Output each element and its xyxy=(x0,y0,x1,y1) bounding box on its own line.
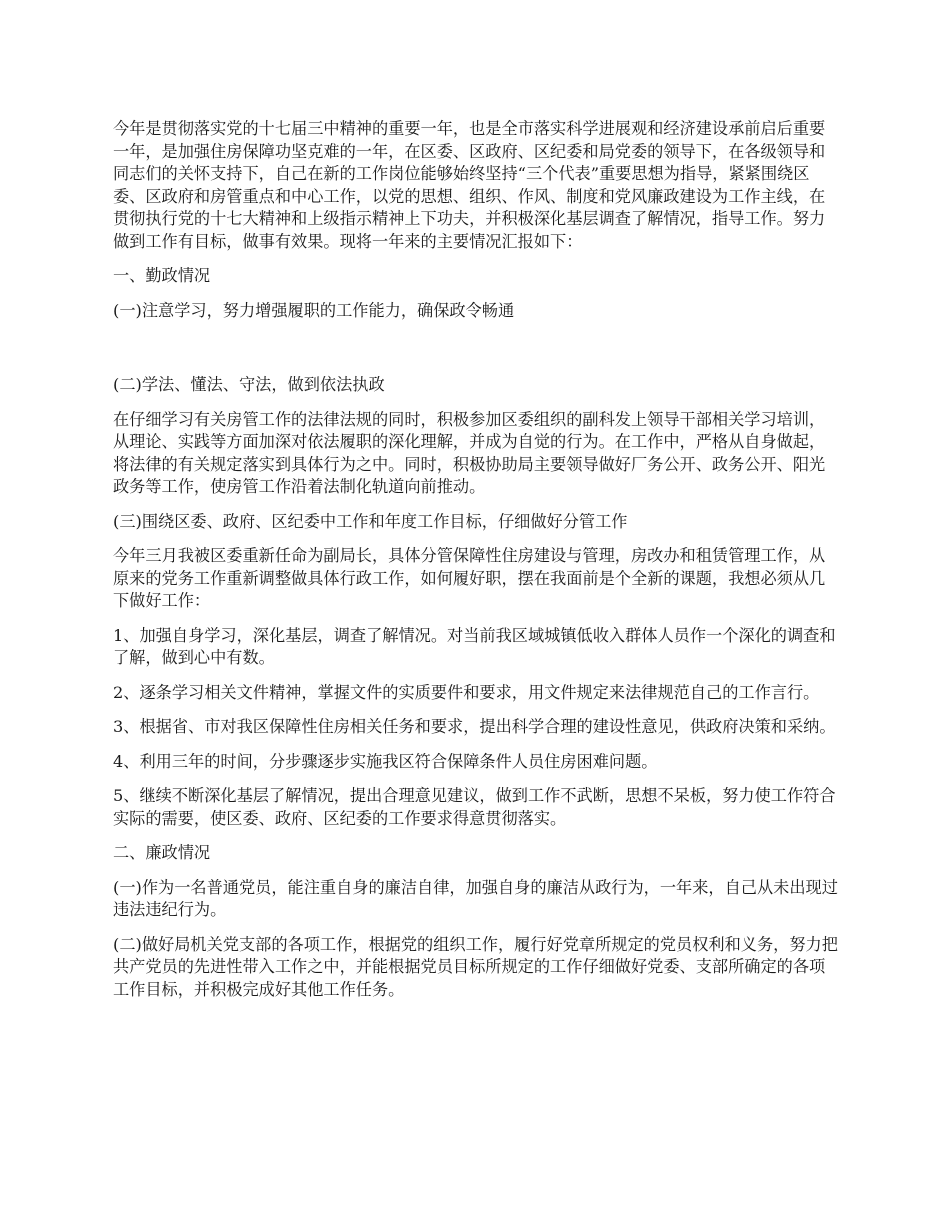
subheading-work-targets: (三)围绕区委、政府、区纪委中工作和年度工作目标，仔细做好分管工作 xyxy=(113,511,628,531)
list-item: 1、加强自身学习，深化基层，调查了解情况。对当前我区域城镇低收入群体人员作一个深化的调查和了解，做到心中有数。 xyxy=(113,625,836,667)
list-item: 2、逐条学习相关文件精神，掌握文件的实质要件和要求，用文件规定来法律规范自己的工作言行。 xyxy=(113,682,820,702)
list-item: 4、利用三年的时间，分步骤逐步实施我区符合保障条件人员住房困难问题。 xyxy=(113,751,658,771)
subheading-study: (一)注意学习，努力增强履职的工作能力，确保政令畅通 xyxy=(113,300,515,320)
section-heading-diligence: 一、勤政情况 xyxy=(113,266,211,285)
blank-space xyxy=(113,334,839,374)
list-item: 5、继续不断深化基层了解情况，提出合理意见建议，做到工作不武断，思想不呆板，努力使工作符合实际的需要，使区委、政府、区纪委的工作要求得意贯彻落实。 xyxy=(113,786,836,828)
law-paragraph: 在仔细学习有关房管工作的法律法规的同时，积极参加区委组织的副科发上领导干部相关学习培训，从理论、实践等方面加深对依法履职的深化理解，并成为自觉的行为。在工作中，严格从自身做起，将法律的有关规定落实到具体行为之中。同时，积极协助局主要领导做好厂务公开、政务公开、阳光政务等工作，使房管工作沿着法制化轨道向前推动。 xyxy=(113,409,826,496)
appointment-paragraph: 今年三月我被区委重新任命为副局长，具体分管保障性住房建设与管理，房改办和租赁管理工作，从原来的党务工作重新调整做具体行政工作，如何履好职，摆在我面前是个全新的课题，我想必须从几下做好工作： xyxy=(113,546,826,610)
section-heading-integrity: 二、廉政情况 xyxy=(113,843,211,862)
integrity-paragraph-2: (二)做好局机关党支部的各项工作，根据党的组织工作，履行好党章所规定的党员权利和义务，努力把共产党员的先进性带入工作之中，并能根据党员目标所规定的工作仔细做好党委、支部所确定的各项工作目标，并积极完成好其他工作任务。 xyxy=(113,934,838,999)
intro-paragraph: 今年是贯彻落实党的十七届三中精神的重要一年，也是全市落实科学进展观和经济建设承前启后重要一年，是加强住房保障功坚克难的一年，在区委、区政府、区纪委和局党委的领导下，在各级领导和同志们的关怀支持下，自己在新的工作岗位能够始终坚持“三个代表”重要思想为指导，紧紧围绕区委、区政府和房管重点和中心工作，以党的思想、组织、作风、制度和党风廉政建设为工作主线，在贯彻执行党的十七大精神和上级指示精神上下功夫，并积极深化基层调查了解情况，指导工作。努力做到工作有目标，做事有效果。现将一年来的主要情况汇报如下： xyxy=(113,119,826,251)
integrity-paragraph-1: (一)作为一名普通党员，能注重自身的廉洁自律，加强自身的廉洁从政行为，一年来，自己从未出现过违法违纪行为。 xyxy=(113,877,838,919)
document-body xyxy=(113,118,839,1013)
subheading-law: (二)学法、懂法、守法，做到依法执政 xyxy=(113,375,385,394)
list-item: 3、根据省、市对我区保障性住房相关任务和要求，提出科学合理的建设性意见，供政府决策和采纳。 xyxy=(113,717,836,736)
